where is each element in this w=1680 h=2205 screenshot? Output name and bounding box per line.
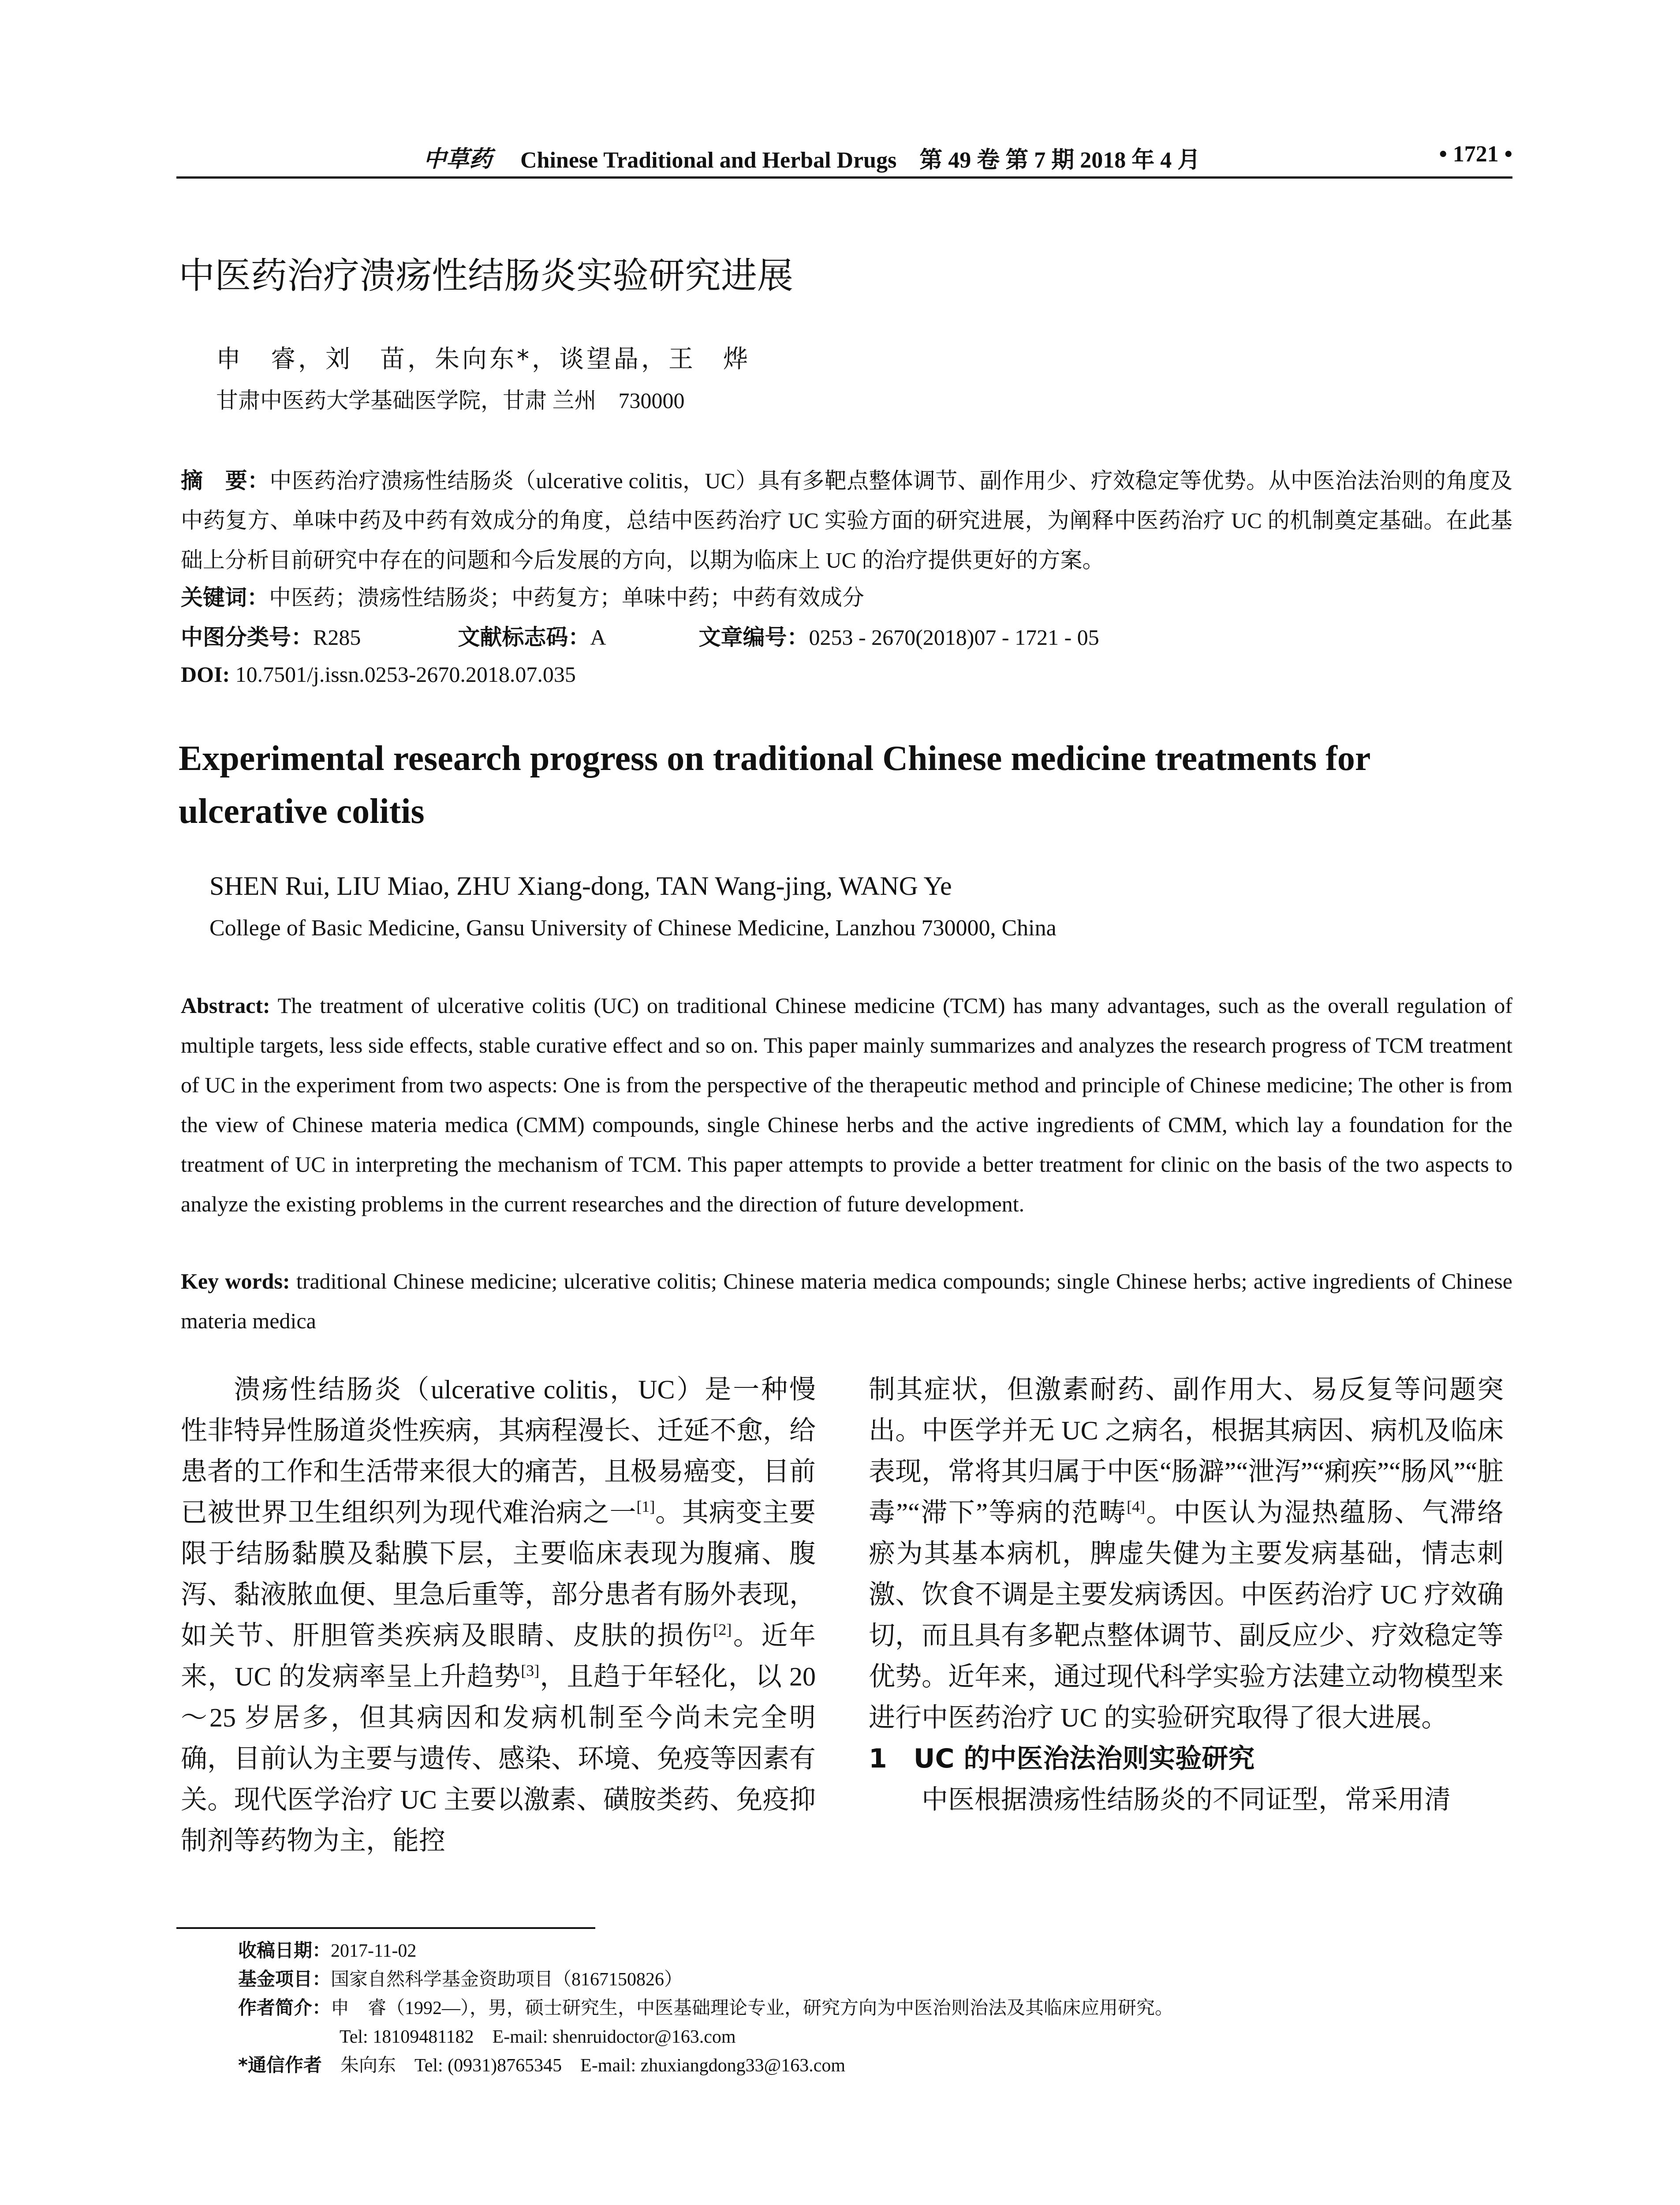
english-abstract-label: Abstract: <box>181 993 270 1018</box>
chinese-abstract <box>181 461 1512 580</box>
citation-1[interactable]: [1] <box>636 1498 655 1515</box>
english-affiliation: College of Basic Medicine, Gansu University of Chinese Medicine, Lanzhou 730000, China <box>209 916 1057 941</box>
chinese-affiliation: 甘肃中医药大学基础医学院，甘肃 兰州 730000 <box>216 388 685 413</box>
footnote-received <box>238 1936 416 1962</box>
english-keywords <box>181 1261 1512 1341</box>
footnote-value: 国家自然科学基金资助项目（8167150826） <box>331 1970 683 1990</box>
clc-label: 中图分类号： <box>181 624 313 650</box>
journal-citation-line: Chinese Traditional and Herbal Drugs 第 49 卷 第 7 期 2018 年 4 月 <box>520 148 1201 173</box>
english-keywords-text: traditional Chinese medicine; ulcerative colitis; Chinese materia medica compounds; single Chinese herbs; active ingredients of Chinese materia medica <box>181 1269 1512 1333</box>
body-text: 制其症状，但激素耐药、副作用大、易反复等问题突出。中医学并无 UC 之病名，根据其病因、病机及临床表现，常将其归属于中医“肠澼”“泄泻”“痢疾”“肠风”“脏毒”“滞下”等病的范畴 <box>869 1375 1504 1527</box>
body-column-left <box>181 1369 816 1861</box>
footnote-label: 收稿日期： <box>238 1940 331 1961</box>
chinese-title: 中医药治疗溃疡性结肠炎实验研究进展 <box>179 255 794 297</box>
citation-3[interactable]: [3] <box>521 1662 540 1679</box>
english-abstract <box>181 986 1512 1224</box>
footnote-author-bio <box>238 1993 1173 2020</box>
article-number-label: 文章编号： <box>698 624 809 650</box>
english-authors: SHEN Rui, LIU Miao, ZHU Xiang-dong, TAN Wang-jing, WANG Ye <box>209 871 952 901</box>
doi-value[interactable]: 10.7501/j.issn.0253-2670.2018.07.035 <box>235 662 576 687</box>
chinese-keywords-text: 中医药；溃疡性结肠炎；中药复方；单味中药；中药有效成分 <box>269 585 864 610</box>
chinese-authors: 申 睿，刘 苗，朱向东*，谈望晶，王 烨 <box>216 345 750 374</box>
footnote-label: 作者简介： <box>238 1997 331 2018</box>
running-header <box>176 140 1512 180</box>
chinese-keywords-label: 关键词： <box>181 585 269 610</box>
doi-label: DOI: <box>181 662 230 687</box>
citation-2[interactable]: [2] <box>713 1621 732 1638</box>
article-number-value: 0253 - 2670(2018)07 - 1721 - 05 <box>809 625 1099 650</box>
english-keywords-label: Key words: <box>181 1269 290 1293</box>
body-paragraph <box>869 1369 1504 1738</box>
citation-4[interactable]: [4] <box>1127 1498 1146 1515</box>
footnote-label: *通信作者 <box>238 2054 322 2076</box>
body-paragraph <box>181 1369 816 1861</box>
body-paragraph: 中医根据溃疡性结肠炎的不同证型，常采用清 <box>922 1785 1451 1814</box>
footnote-fund <box>238 1965 683 1991</box>
english-title: Experimental research progress on traditional Chinese medicine treatments for ulcerative colitis <box>179 739 1370 831</box>
body-text: ，且趋于年轻化，以 20～25 岁居多，但其病因和发病机制至今尚未完全明确，目前认为主要与遗传、感染、环境、免疫等因素有关。现代医学治疗 UC 主要以激素、磺胺类药、免疫抑制剂等药物为主，能控 <box>181 1662 816 1855</box>
footnote-value: 朱向东 Tel: (0931)8765345 E-mail: zhuxiangdong33@163.com <box>340 2056 846 2076</box>
page-number: • 1721 • <box>1439 142 1512 167</box>
footnote-label: 基金项目： <box>238 1968 331 1990</box>
chinese-abstract-label: 摘 要： <box>181 468 270 493</box>
body-text: 溃疡性结肠炎（ulcerative colitis，UC）是一种慢性非特异性肠道炎性疾病，其病程漫长、迁延不愈，给患者的工作和生活带来很大的痛苦，且极易癌变，目前已被世界卫生组织列为现代难治病之一 <box>181 1375 816 1527</box>
english-abstract-text: The treatment of ulcerative colitis (UC) on traditional Chinese medicine (TCM) has many advantages, such as the overall regulation of multiple targets, less side effects, stable curative effect and so on. This paper mainly summarizes and analyzes the research progress of TCM treatment of UC in the experiment from two aspects: One is from the perspective of the therapeutic method and principle of Chinese medicine; The other is from the view of Chinese materia medica (CMM) compounds, single Chinese herbs and the active ingredients of CMM, which lay a foundation for the treatment of UC in interpreting the mechanism of TCM. This paper attempts to provide a better treatment for clinic on the basis of the two aspects to analyze the existing problems in the current researches and the direction of future development. <box>181 993 1512 1216</box>
footnote-author-contact: Tel: 18109481182 E-mail: shenruidoctor@163.com <box>340 2027 736 2047</box>
header-rule <box>176 176 1512 179</box>
footnote-rule <box>176 1927 595 1929</box>
doc-code-label: 文献标志码： <box>458 624 590 650</box>
body-column-right <box>869 1369 1504 1820</box>
body-text: 。中医认为湿热蕴肠、气滞络瘀为其基本病机，脾虚失健为主要发病基础，情志刺激、饮食不调是主要发病诱因。中医药治疗 UC 疗效确切，而且具有多靶点整体调节、副反应少、疗效稳定等优势。近年来，通过现代科学实验方法建立动物模型来进行中医药治疗 UC 的实验研究取得了很大进展。 <box>869 1498 1504 1732</box>
footnote-corresponding-author <box>238 2051 845 2077</box>
footnote-value: 2017-11-02 <box>331 1941 417 1961</box>
chinese-keywords <box>181 580 864 612</box>
body-text: 。近年来，UC 的发病率呈上升趋势 <box>181 1621 816 1691</box>
clc-value: R285 <box>313 625 361 650</box>
section-heading: 1 UC 的中医治法治则实验研究 <box>869 1743 1255 1774</box>
classification-line <box>181 620 1099 651</box>
chinese-abstract-text: 中医药治疗溃疡性结肠炎（ulcerative colitis，UC）具有多靶点整体调节、副作用少、疗效稳定等优势。从中医治法治则的角度及中药复方、单味中药及中药有效成分的角度，总结中医药治疗 UC 实验方面的研究进展，为阐释中医药治疗 UC 的机制奠定基础。在此基础上分析目前研究中存在的问题和今后发展的方向，以期为临床上 UC 的治疗提供更好的方案。 <box>181 468 1512 572</box>
body-text: 。其病变主要限于结肠黏膜及黏膜下层，主要临床表现为腹痛、腹泻、黏液脓血便、里急后重等，部分患者有肠外表现，如关节、肝胆管类疾病及眼睛、皮肤的损伤 <box>181 1498 816 1650</box>
footnote-value: 申 睿（1992—），男，硕士研究生，中医基础理论专业，研究方向为中医治则治法及其临床应用研究。 <box>331 1998 1174 2018</box>
journal-logo: 中草药 <box>423 146 493 172</box>
doi-line <box>181 662 576 687</box>
doc-code-value: A <box>590 625 606 650</box>
